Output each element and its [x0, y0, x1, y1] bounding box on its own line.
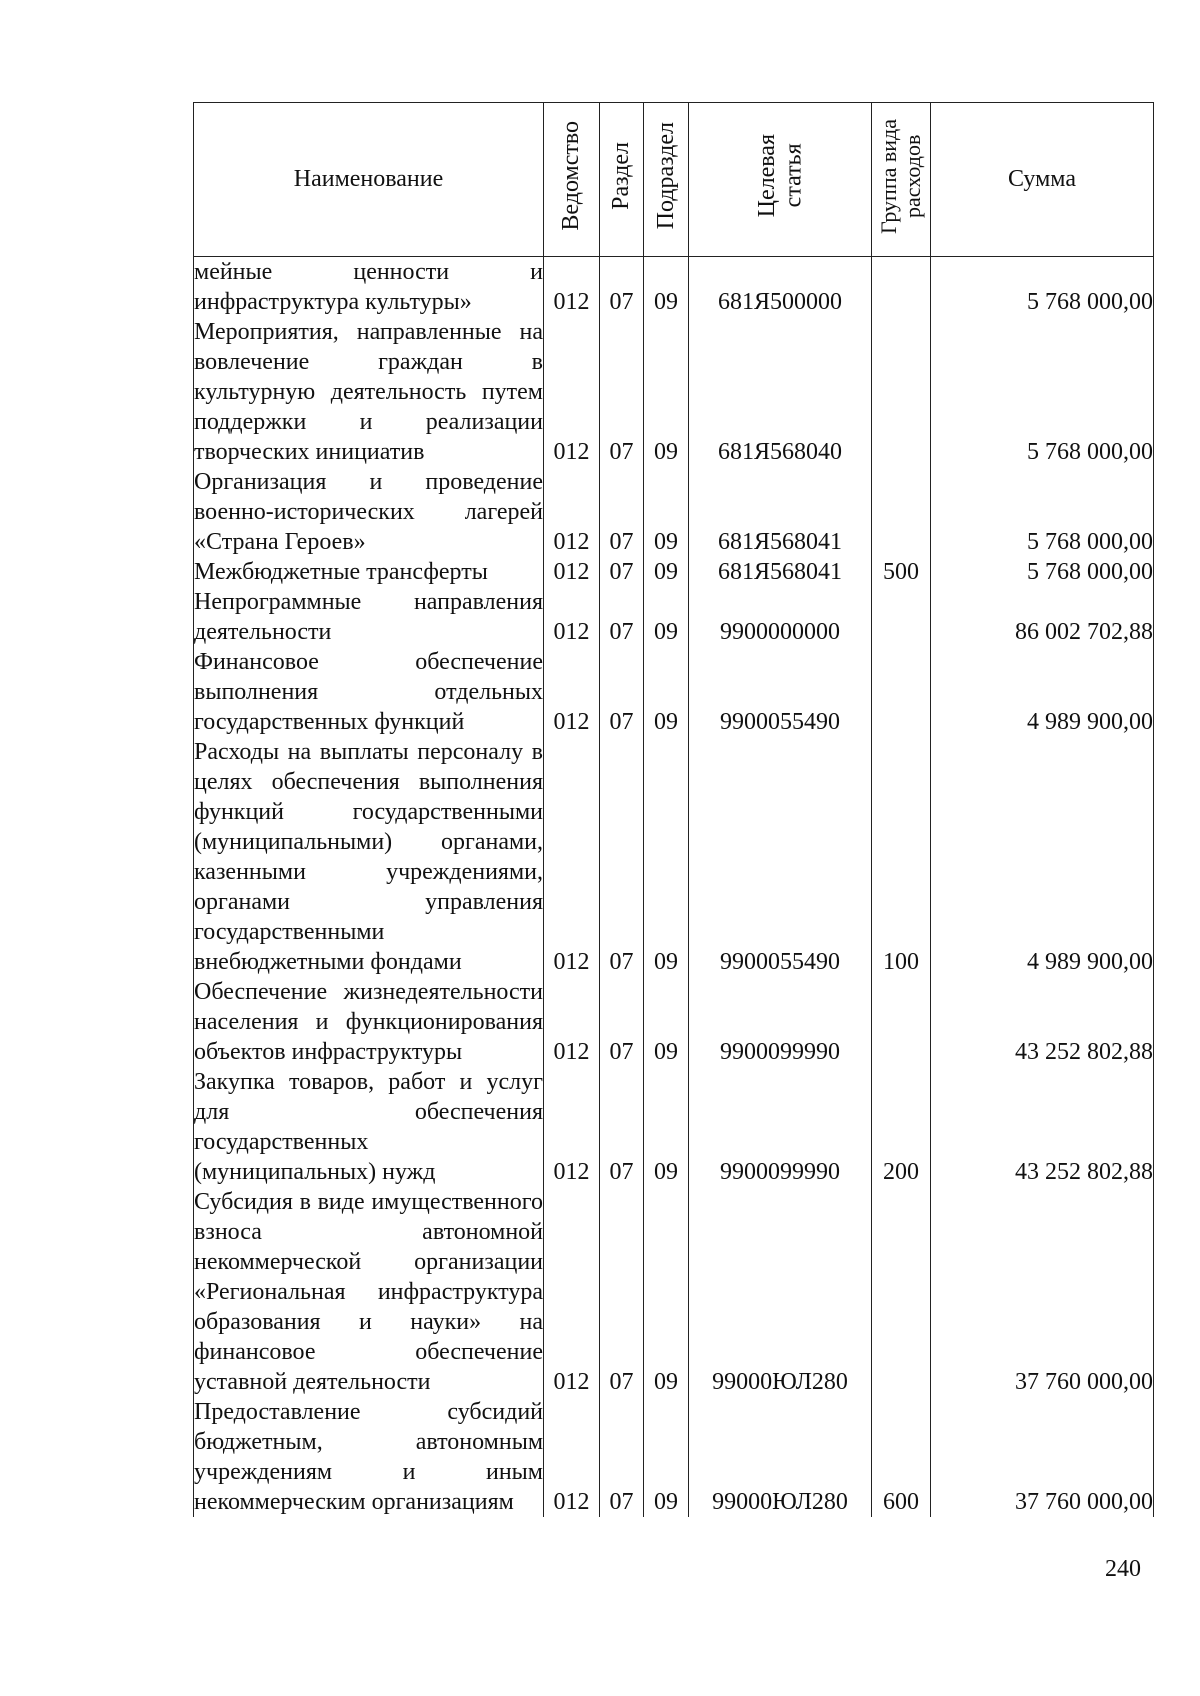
- cell-section: 07: [600, 557, 644, 587]
- cell-name: Субсидия в виде имущественного взноса автономной некоммерческой организации «Региональная инфраструктура образования и науки» на финансовое обеспечение уставной деятельности: [194, 1189, 543, 1395]
- table-header-row: [194, 103, 1154, 257]
- cell-sum: 43 252 802,88: [931, 1067, 1154, 1187]
- cell-expense: 100: [872, 737, 931, 977]
- cell-section: 07: [600, 257, 644, 318]
- table-row: [194, 1067, 1154, 1187]
- cell-ministry: 012: [544, 737, 600, 977]
- page-number: 240: [1105, 1556, 1141, 1582]
- cell-sum: 37 760 000,00: [931, 1397, 1154, 1517]
- table-row: [194, 647, 1154, 737]
- cell-ministry: 012: [544, 1397, 600, 1517]
- cell-section: 07: [600, 1397, 644, 1517]
- cell-subsection: 09: [644, 647, 689, 737]
- cell-expense: [872, 977, 931, 1067]
- table-body: [194, 257, 1154, 1518]
- cell-section: 07: [600, 1067, 644, 1187]
- cell-target: 99000ЮЛ280: [689, 1397, 872, 1517]
- table-row: [194, 977, 1154, 1067]
- cell-subsection: 09: [644, 1067, 689, 1187]
- cell-section: 07: [600, 737, 644, 977]
- cell-subsection: 09: [644, 737, 689, 977]
- cell-ministry: 012: [544, 587, 600, 647]
- cell-section: 07: [600, 1187, 644, 1397]
- cell-subsection: 09: [644, 1397, 689, 1517]
- cell-target: 9900000000: [689, 587, 872, 647]
- cell-name: Обеспечение жизнедеятельности населения и функционирования объектов инфраструктуры: [194, 979, 543, 1065]
- cell-ministry: 012: [544, 317, 600, 467]
- cell-ministry: 012: [544, 257, 600, 318]
- header-sum: Сумма: [931, 103, 1154, 257]
- cell-target: 681Я568041: [689, 467, 872, 557]
- cell-target: 99000ЮЛ280: [689, 1187, 872, 1397]
- cell-name: Межбюджетные трансферты: [194, 557, 544, 587]
- header-ministry: Ведомство: [544, 103, 600, 257]
- cell-expense: [872, 257, 931, 318]
- cell-ministry: 012: [544, 557, 600, 587]
- cell-section: 07: [600, 977, 644, 1067]
- cell-ministry: 012: [544, 467, 600, 557]
- header-section: Раздел: [600, 103, 644, 257]
- cell-name: мейные ценности и инфраструктура культуры»: [194, 257, 544, 318]
- cell-name: Предоставление субсидий бюджетным, автономным учреждениям и иным некоммерческим организациям: [194, 1399, 543, 1515]
- cell-ministry: 012: [544, 1187, 600, 1397]
- cell-name: Закупка товаров, работ и услуг для обеспечения государственных (муниципальных) нужд: [194, 1069, 543, 1185]
- table-row: [194, 557, 1154, 587]
- cell-expense: [872, 467, 931, 557]
- table-row: [194, 737, 1154, 977]
- table-row: [194, 317, 1154, 467]
- cell-sum: 43 252 802,88: [931, 977, 1154, 1067]
- cell-sum: 37 760 000,00: [931, 1187, 1154, 1397]
- cell-sum: 5 768 000,00: [931, 317, 1154, 467]
- cell-target: 9900055490: [689, 737, 872, 977]
- cell-subsection: 09: [644, 587, 689, 647]
- header-expense-group: Группа вида расходов: [872, 103, 931, 257]
- budget-table: [193, 102, 1154, 1517]
- cell-ministry: 012: [544, 1067, 600, 1187]
- cell-subsection: 09: [644, 257, 689, 318]
- cell-expense: [872, 1187, 931, 1397]
- table-row: [194, 257, 1154, 318]
- cell-expense: 500: [872, 557, 931, 587]
- cell-subsection: 09: [644, 557, 689, 587]
- cell-name: Финансовое обеспечение выполнения отдельных государственных функций: [194, 649, 543, 735]
- cell-target: 9900099990: [689, 1067, 872, 1187]
- table-row: [194, 1187, 1154, 1397]
- cell-target: 681Я568040: [689, 317, 872, 467]
- cell-ministry: 012: [544, 647, 600, 737]
- cell-sum: 5 768 000,00: [931, 467, 1154, 557]
- cell-name: Организация и проведение военно-исторических лагерей «Страна Героев»: [194, 469, 543, 555]
- cell-section: 07: [600, 587, 644, 647]
- cell-sum: 4 989 900,00: [931, 647, 1154, 737]
- cell-sum: 86 002 702,88: [931, 587, 1154, 647]
- cell-subsection: 09: [644, 317, 689, 467]
- cell-sum: 5 768 000,00: [931, 257, 1154, 318]
- table-row: [194, 587, 1154, 647]
- cell-expense: [872, 317, 931, 467]
- cell-ministry: 012: [544, 977, 600, 1067]
- cell-expense: [872, 587, 931, 647]
- cell-expense: [872, 647, 931, 737]
- cell-sum: 5 768 000,00: [931, 557, 1154, 587]
- cell-subsection: 09: [644, 1187, 689, 1397]
- cell-name: Непрограммные направления деятельности: [194, 589, 543, 645]
- cell-sum: 4 989 900,00: [931, 737, 1154, 977]
- cell-section: 07: [600, 317, 644, 467]
- cell-subsection: 09: [644, 977, 689, 1067]
- table-row: [194, 1397, 1154, 1517]
- cell-target: 681Я568041: [689, 557, 872, 587]
- cell-name: Мероприятия, направленные на вовлечение граждан в культурную деятельность путем поддержки и реализации творческих инициатив: [194, 319, 543, 465]
- header-subsection: Подраздел: [644, 103, 689, 257]
- cell-section: 07: [600, 647, 644, 737]
- header-target: Целевая статья: [689, 103, 872, 257]
- header-name: Наименование: [194, 103, 544, 257]
- cell-section: 07: [600, 467, 644, 557]
- table-row: [194, 467, 1154, 557]
- cell-target: 9900099990: [689, 977, 872, 1067]
- cell-subsection: 09: [644, 467, 689, 557]
- cell-target: 681Я500000: [689, 257, 872, 318]
- cell-target: 9900055490: [689, 647, 872, 737]
- cell-name: Расходы на выплаты персоналу в целях обеспечения выполнения функций государственными (муниципальными) органами, казенными учреждениями, органами управления государственными внебюджетными фондами: [194, 739, 543, 975]
- cell-expense: 600: [872, 1397, 931, 1517]
- cell-expense: 200: [872, 1067, 931, 1187]
